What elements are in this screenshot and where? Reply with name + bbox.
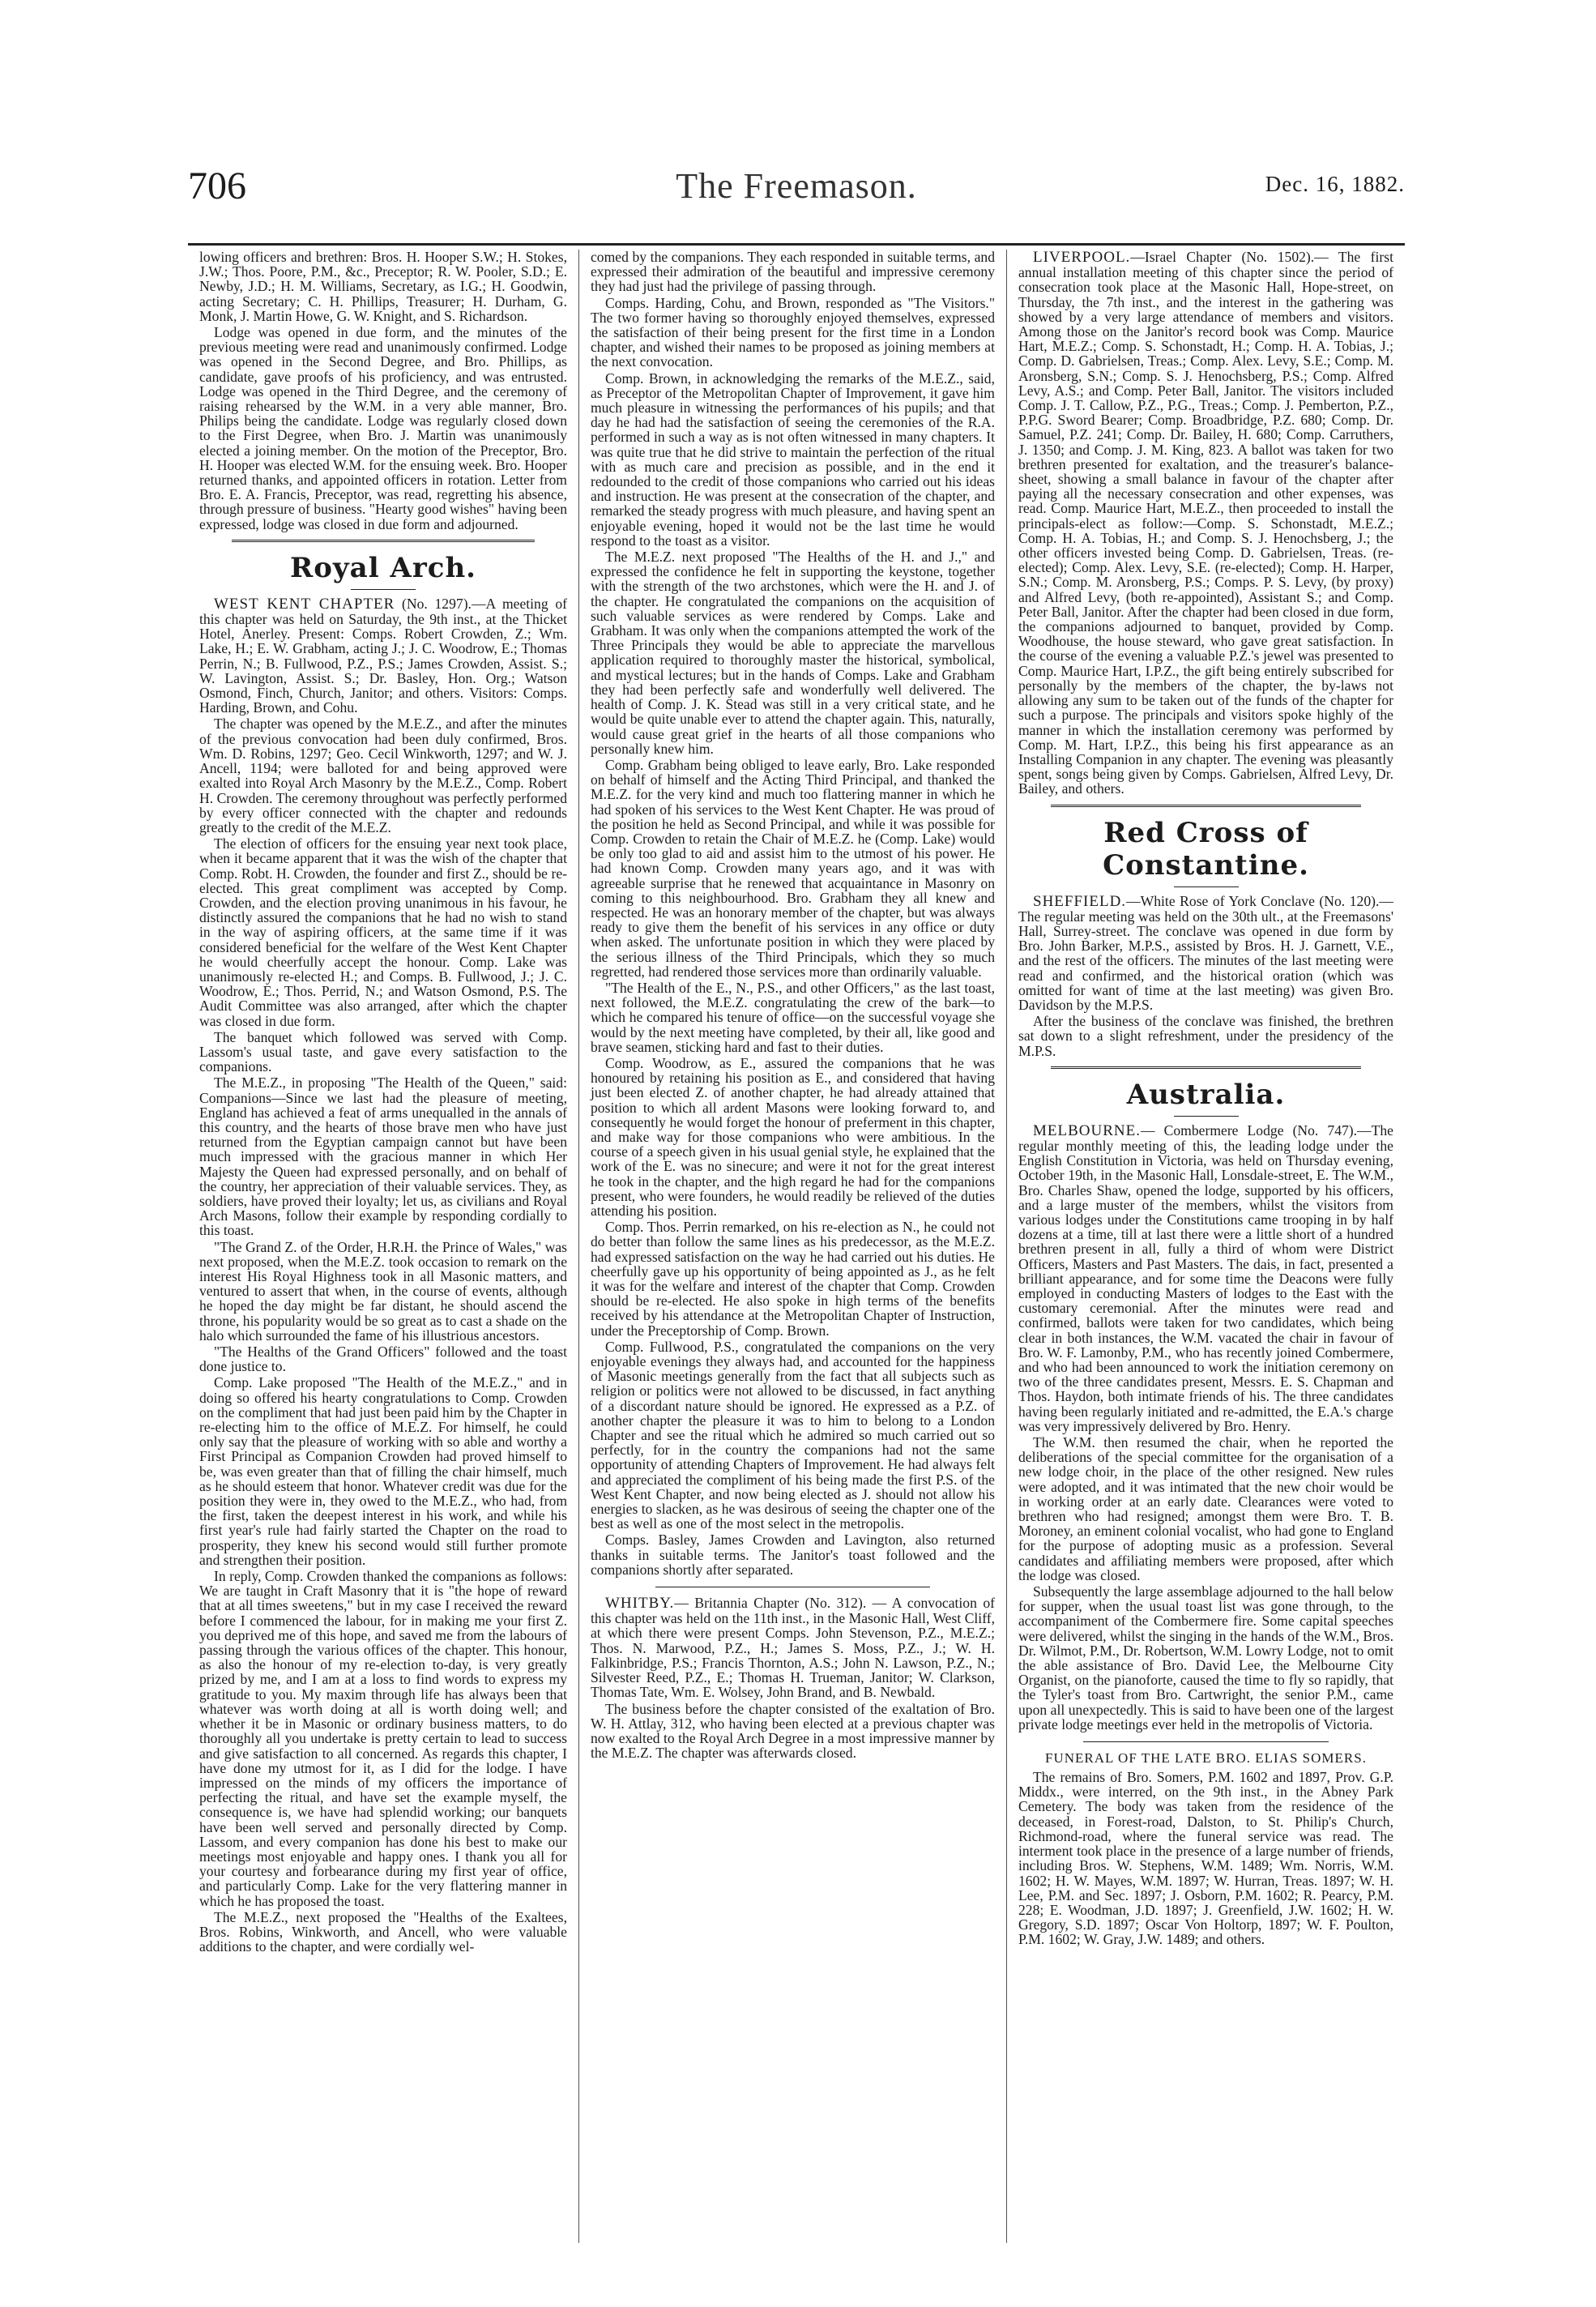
- paragraph: The remains of Bro. Somers, P.M. 1602 and 1897, Prov. G.P. Middx., were interred, on the 9th inst., in the Abney Park Cemetery. The body was taken from the residence of the deceased, in Forest-road, Dalston, to St. Philip's Church, Richmond-road, where the funeral service was read. The interment took place in the presence of a large number of friends, including Bros. W. Stephens, W.M. 1489; Wm. Norris, W.M. 1602; H. W. Mayes, W.M. 1897; W. Hurran, Treas. 1897; W. H. Lee, P.M. and Sec. 1897; J. Osborn, P.M. 1602; R. Pearcy, P.M. 228; E. Woodman, J.D. 1897; J. Greenfield, J.W. 1602; H. W. Gregory, S.D. 1897; Oscar Von Holtorp, 1897; W. F. Poulton, P.M. 1602; W. Gray, J.W. 1489; and others.: [1018, 1769, 1393, 1948]
- paragraph: Comp. Brown, in acknowledging the remarks of the M.E.Z., said, as Preceptor of the Metropolitan Chapter of Improvement, it gave him much pleasure in witnessing the performances of his pupils; and that day he had had the satisfaction of seeing the ceremonies of the R.A. performed in such a way as is not often witnessed in many chapters. It was quite true that he did strive to maintain the perfection of the ritual with as much care and precision as possible, and in the end it redounded to the credit of those companions who carried out his ideas and instruction. He was present at the consecration of the chapter, and remarked the steady progress with much pleasure, and having spent an enjoyable evening, hoped it would not be the last time he would respond to the toast as a visitor.: [591, 370, 995, 549]
- divider: [1174, 886, 1239, 887]
- article-heading: [1018, 894, 1393, 1013]
- obituary-heading: FUNERAL OF THE LATE BRO. ELIAS SOMERS.: [1045, 1750, 1367, 1767]
- article-intro: — Combermere Lodge (No. 747).—The regular monthly meeting of this, the leading lodge under the English Constitution in Victoria, was held on Thursday evening, October 19th, in the Masonic Hall, Lonsdale-street, E. The W.M., Bro. Charles Shaw, opened the lodge, supported by his officers, and a large muster of the members, whilst the visitors from various lodges under the Constitutions came trooping in by half dozens at a time, till at last there were a little short of a hundred brethren present in all, fully a third of whom were District Officers, Masters and Past Masters. The dais, in fact, presented a brilliant appearance, and for some time the Deacons were fully employed in conducting Masters of lodges to the East with the customary ceremonial. After the minutes were read and confirmed, ballots were taken for two candidates, which being clear in both instances, the W.M. vacated the chair in favour of Bro. W. F. Lamonby, P.M., who has recently joined Combermere, and who had been announced to work the initiation ceremony on two of the three candidates present, Messrs. E. S. Chapman and Thos. Haydon, both intimate friends of his. The three candidates having been regularly initiated and re-admitted, the E.A.'s charge was very impressively delivered by Bro. Henry.: [1018, 1121, 1393, 1434]
- masthead: [188, 162, 1405, 214]
- masthead-rule: [188, 243, 1405, 246]
- newspaper-page: [188, 162, 1405, 2237]
- section-rule: [232, 540, 535, 545]
- article-heading: [1018, 1123, 1393, 1433]
- paragraph: The M.E.Z. next proposed "The Healths of the H. and J.," and expressed the confidence he felt in supporting the keystone, together with the strength of the two archstones, which were the H. and J. of the chapter. He congratulated the companions on the acquisition of such valuable services as were rendered by Comps. Lake and Grabham. It was only when the companions attempted the work of the Three Principals they would be able to appreciate the marvellous application required to thoroughly master the historical, symbolical, and mystical lectures; but in the hands of Comps. Lake and Grabham they had been perfectly safe and wonderfully well delivered. The health of Comp. J. K. Stead was still in a very critical state, and he would be quite unable ever to attend the chapter again. This, naturally, would cause great grief in the hearts of all those companions who personally knew him.: [591, 549, 995, 757]
- paragraph: "The Grand Z. of the Order, H.R.H. the Prince of Wales," was next proposed, when the M.E.Z. took occasion to remark on the interest His Royal Highness took in all Masonic matters, and ventured to assert that when, in the course of events, although he hoped the day might be far distant, he should ascend the throne, his popularity would be so great as to cast a shade on the halo which surrounded the fame of his illustrious ancestors.: [199, 1238, 567, 1344]
- article-intro: — Britannia Chapter (No. 312). — A convocation of this chapter was held on the 11th inst., in the Masonic Hall, West Cliff, at which there were present Comps. John Stevenson, P.Z., M.E.Z.; Thos. N. Marwood, P.Z., H.; James S. Moss, P.Z., J.; W. H. Falkinbridge, P.S.; Francis Thornton, A.S.; John N. Lawson, P.Z., N.; Silvester Reed, P.Z., E.; Thomas H. Trueman, Janitor; W. Clarkson, Thomas Tate, Wm. E. Wolsey, John Brand, and B. Newbald.: [591, 1595, 995, 1701]
- paragraph: Lodge was opened in due form, and the minutes of the previous meeting were read and unanimously confirmed. Lodge was opened in the Second Degree, and Bro. Phillips, as candidate, gave proofs of his proficiency, and was entrusted. Lodge was opened in the Third Degree, and the ceremony of raising rehearsed by the W.M. in a very able manner, Bro. Philips being the candidate. Lodge was regularly closed down to the First Degree, when Bro. J. Martin was unanimously elected a joining member. On the motion of the Preceptor, Bro. H. Hooper was elected W.M. for the ensuing week. Bro. Hooper returned thanks, and appointed officers in rotation. Letter from Bro. E. A. Francis, Preceptor, was read, regretting his absence, through pressure of business. "Hearty good wishes" having been expressed, lodge was closed in due form and adjourned.: [199, 324, 567, 532]
- article-heading: [1018, 250, 1393, 797]
- paragraph: The M.E.Z., in proposing "The Health of the Queen," said: Companions—Since we last had the pleasure of meeting, England has achieved a feat of arms unequalled in the annals of this country, and the hearts of those brave men who have just returned from the Egyptian campaign cannot but have been much impressed with the gracious manner in which Her Majesty the Queen had expressed personally, and on behalf of the country, her appreciation of their valuable services. They, as soldiers, have proved their loyalty; let us, as civilians and Royal Arch Masons, follow their example by responding cordially to this toast.: [199, 1074, 567, 1239]
- column-3: [1006, 250, 1405, 2243]
- section-heading: Australia.: [1126, 1078, 1286, 1111]
- article-lead: WEST KENT CHAPTER: [214, 595, 395, 613]
- article-heading: [591, 1596, 995, 1699]
- paragraph: The chapter was opened by the M.E.Z., and after the minutes of the previous convocation had been duly confirmed, Bros. Wm. D. Robins, 1297; Geo. Cecil Winkworth, 1297; and W. J. Ancell, 1194; were balloted for and being approved were exalted into Royal Arch Masonry by the M.E.Z., Comp. Robert H. Crowden. The ceremony throughout was perfectly performed by every officer connected with the chapter and redounds greatly to the credit of the M.E.Z.: [199, 716, 567, 835]
- paragraph: Comp. Woodrow, as E., assured the companions that he was honoured by retaining his position as E., and considered that having just been elected Z. of another chapter, he had already attained that position to which all ardent Masons were looking forward to, and consequently he would forget the honour of preferment in this chapter, and make way for those companions who were ambitious. In the course of a speech given in his usual genial style, he explained that the work of the E. was no sinecure; and were it not for the great interest he took in the chapter, and the high regard he had for the companions present, who were founders, he would readily be relieved of the duties attending his position.: [591, 1054, 995, 1219]
- article-intro: (No. 1297).—A meeting of this chapter was held on Saturday, the 9th inst., at the Thicket Hotel, Anerley. Present: Comps. Robert Crowden, Z.; Wm. Lake, H.; E. W. Grabham, acting J.; J. C. Woodrow, E.; Thomas Perrin, N.; B. Fullwood, P.Z., P.S.; James Crowden, Assist. S.; W. Lavington, Assist. S.; Dr. Basley, Hon. Org.; Watson Osmond, Finch, Church, Janitor; and others. Visitors: Comps. Harding, Brown, and Cohu.: [199, 595, 567, 716]
- paragraph: After the business of the conclave was finished, the brethren sat down to a slight refreshment, under the presidency of the M.P.S.: [1018, 1013, 1393, 1059]
- section-heading: Red Cross of Constantine.: [1103, 816, 1309, 882]
- issue-date: Dec. 16, 1882.: [1265, 172, 1405, 196]
- article-lead: MELBOURNE.: [1033, 1121, 1141, 1139]
- paragraph: Comp. Thos. Perrin remarked, on his re-election as N., he could not do better than follow the same lines as his predecessor, as the M.E.Z. had expressed satisfaction on the way he had carried out his duties. He cheerfully gave up his opportunity of being appointed as J., as he felt it was for the welfare and interest of the chapter that Comp. Crowden should be re-elected. He also spoke in high terms of the benefits received by his attendance at the Metropolitan Chapter of Instruction, under the Preceptorship of Comp. Brown.: [591, 1219, 995, 1339]
- column-2: [578, 250, 1006, 2243]
- paragraph: The W.M. then resumed the chair, when he reported the deliberations of the special committee for the organisation of a new lodge choir, in the place of the other resigned. New rules were adopted, and it was intimated that the new choir would be in working order at an early date. Clearances were voted to brethren who had resigned; amongst them were Bro. T. B. Moroney, an eminent colonial vocalist, who had gone to England for the purpose of adopting music as a profession. Several candidates and affiliating members were proposed, after which the lodge was closed.: [1018, 1434, 1393, 1583]
- paragraph: The election of officers for the ensuing year next took place, when it became apparent that it was the wish of the chapter that Comp. Robt. H. Crowden, the founder and first Z., should be re-elected. This great compliment was accepted by Comp. Crowden, and the election proving unanimous in his favour, he distinctly assured the companions that he had no wish to stand in the way of aspiring officers, at the same time if it was considered beneficial for the welfare of the West Kent Chapter he would cheerfully accept the honour. Comp. Lake was unanimously re-elected H.; and Comps. B. Fullwood, J.; J. C. Woodrow, E.; Thos. Perrid, N.; and Watson Osmond, P.S. The Audit Committee was also arranged, after which the chapter was closed in due form.: [199, 835, 567, 1029]
- section-rule: [1051, 805, 1361, 810]
- article-lead: WHITBY.: [605, 1595, 675, 1613]
- article-heading: [199, 596, 567, 716]
- divider: [1083, 1741, 1329, 1742]
- paragraph: Comp. Lake proposed "The Health of the M.E.Z.," and in doing so offered his hearty congratulations to Comp. Crowden on the compliment that had just been paid him by the Chapter in re-electing him to the office of M.E.Z. For himself, he could only say that the pleasure of working with so able and worthy a First Principal as Companion Crowden had proved himself to be, was even greater than that of filling the chair himself, much as he should esteem that honor. Whatever credit was due for the position they were in, they owed to the M.E.Z., who had, from the first, taken the deepest interest in his work, and while his first year's rule had fairly started the Chapter on the road to prosperity, they knew his second would still further promote and strengthen their position.: [199, 1374, 567, 1568]
- paragraph: In reply, Comp. Crowden thanked the companions as follows: We are taught in Craft Masonry that it is "the hope of reward that at all times sweetens," but in my case I received the reward before I commenced the labour, for in making me your first Z. you deprived me of this hope, and saved me from the labours of passing through the various offices of the chapter. This honour, as also the honour of my re-election to-day, is very greatly prized by me, and I am at a loss to find words to express my gratitude to you. My maxim through life has always been that whatever was worth doing at all is worth doing well; and whether it be in Masonic or ordinary business matters, to do thoroughly all you undertake is pretty certain to lead to success and give satisfaction to all concerned. As regards this chapter, I have done my utmost for it, as I did for the lodge. I have impressed on the minds of my officers the importance of perfecting the ritual, and have set the example myself, the consequence is, we have had splendid working; our banquets have been well served and personally directed by Comp. Lassom, and every companion has done his best to make our meetings most enjoyable and happy ones. I thank you all for your courtesy and forbearance during my first year of office, and particularly Comp. Lake for the very flattering manner in which he has proposed the toast.: [199, 1568, 567, 1909]
- article-lead: LIVERPOOL.: [1033, 250, 1131, 266]
- paragraph: lowing officers and brethren: Bros. H. Hooper S.W.; H. Stokes, J.W.; Thos. Poore, P.M., &c., Preceptor; R. W. Pooler, S.D.; E. Newby, J.D.; H. M. Williams, Secretary, as I.G.; H. Goodwin, acting Secretary; C. H. Phillips, Treasurer; H. Durham, G. Monk, J. Martin Howe, G. W. Knight, and S. Richardson.: [199, 250, 567, 324]
- paragraph: Comps. Harding, Cohu, and Brown, responded as "The Visitors." The two former having so thoroughly enjoyed themselves, expressed the satisfaction of their being present for the first time in a London chapter, and wished their names to be proposed as joining members at the next convocation.: [591, 294, 995, 370]
- columns: [188, 250, 1405, 2243]
- paragraph: Comp. Grabham being obliged to leave early, Bro. Lake responded on behalf of himself and the Acting Third Principal, and thanked the M.E.Z. for the very kind and much too flattering manner in which he had spoken of his services to the West Kent Chapter. He was proud of the position he held as Second Principal, and while it was possible for Comp. Crowden to retain the Chair of M.E.Z. he (Comp. Lake) would be only too glad to aid and assist him to the utmost of his power. He had known Comp. Crowden many years ago, and it was with agreeable surprise that he renewed that acquaintance in Masonry on coming to this neighbourhood. Bro. Grabham they all knew and respected. He was an honorary member of the chapter, but was always ready to give them the benefit of his services in any office or duty when asked. The unfortunate position in which they were placed by the serious illness of the Third Principals, which they so much regretted, had rendered those services more than ordinarily valuable.: [591, 756, 995, 980]
- section-heading: Royal Arch.: [289, 551, 477, 584]
- paragraph: The business before the chapter consisted of the exaltation of Bro. W. H. Attlay, 312, who having been elected at a previous chapter was now exalted to the Royal Arch Degree in a most impressive manner by the M.E.Z. The chapter was afterwards closed.: [591, 1700, 995, 1762]
- paragraph: Subsequently the large assemblage adjourned to the hall below for supper, when the usual toast list was gone through, to the accompaniment of the Combermere fire. Some capital speeches were delivered, whilst the singing in the hands of the W.M., Bros. Dr. Wilmot, P.M., Dr. Robertson, W.M. Lowry Lodge, not to omit the able assistance of Bro. David Lee, the Melbourne City Organist, on the pianoforte, caused the time to fly so rapidly, that the Tyler's toast from Bro. Cartwright, the senior P.M., came upon all unexpectedly. This is said to have been one of the largest private lodge meetings ever held in the metropolis of Victoria.: [1018, 1583, 1393, 1732]
- page-number: 706: [188, 164, 246, 207]
- divider: [351, 589, 416, 590]
- section-rule: [1051, 1066, 1361, 1072]
- paragraph: The M.E.Z., next proposed the "Healths of the Exaltees, Bros. Robins, Winkworth, and Ancell, who were valuable additions to the chapter, and were cordially wel-: [199, 1908, 567, 1955]
- divider: [1174, 1116, 1239, 1117]
- paper-title: The Freemason.: [676, 166, 917, 206]
- paragraph: "The Healths of the Grand Officers" followed and the toast done justice to.: [199, 1344, 567, 1375]
- column-1: [188, 250, 578, 2243]
- paragraph: Comps. Basley, James Crowden and Lavington, also returned thanks in suitable terms. The Janitor's toast followed and the companions shortly after separated.: [591, 1532, 995, 1578]
- paragraph: comed by the companions. They each responded in suitable terms, and expressed their admiration of the beautiful and impressive ceremony they had just had the privilege of passing through.: [591, 250, 995, 295]
- paragraph: Comp. Fullwood, P.S., congratulated the companions on the very enjoyable evenings they always had, and accounted for the happiness of Masonic meetings generally from the fact that all subjects such as religion or politics were not allowed to be discussed, in fact anything of a discordant nature should be ignored. He expressed as a P.Z. of another chapter the pleasure it was to him to belong to a London Chapter and see the ritual which he admired so much carried out so perfectly, for in the country the companions had not the same opportunity of attending Chapters of Improvement. He had always felt and appreciated the compliment of his being made the first P.S. of the West Kent Chapter, and now being elected as J. should not allow his energies to slacken, as he was desirous of seeing the chapter one of the best as well as one of the most select in the metropolis.: [591, 1338, 995, 1532]
- article-intro: —Israel Chapter (No. 1502).— The first annual installation meeting of this chapter since the period of consecration took place at the Masonic Hall, Hope-street, on Thursday, the 7th inst., and the interest in the gathering was showed by a very large attendance of members and visitors. Among those on the Janitor's record book was Comp. Maurice Hart, M.E.Z.; Comp. S. Schonstadt, H.; Comp. H. A. Tobias, J.; Comp. D. Gabrielsen, Treas.; Comp. Alex. Levy, S.E.; Comp. M. Aronsberg, S.N.; Comp. S. J. Henochsberg, P.S.; Comp. Alfred Levy, A.S.; and Comp. Peter Ball, Janitor. The visitors included Comp. J. T. Callow, P.Z., P.G., Treas.; Comp. J. Pemberton, P.Z., P.P.G. Sword Bearer; Comp. Broadbridge, P.Z. 680; Comp. Dr. Samuel, P.Z. 241; Comp. Dr. Bailey, H. 680; Comp. Carruthers, J. 1350; and Comp. J. M. King, 823. A ballot was taken for two brethren presented for exaltation, and the treasurer's balance-sheet, showing a small balance in favour of the chapter after paying all the necessary consecration and other expenses, was read. Comp. Maurice Hart, M.E.Z., then proceeded to install the principals-elect as follow:—Comp. S. Schonstadt, M.E.Z.; Comp. H. A. Tobias, H.; and Comp. S. J. Henochsberg, J.; the other officers invested being Comp. D. Gabrielsen, Treas. (re-elected); Comp. Alex. Levy, S.E. (re-elected); Comp. H. Harper, S.N.; Comp. M. Aronsberg, P.S.; Comps. P. S. Levy, (by proxy) and Alfred Levy, (both re-appointed), Assistant S.; and Comp. Peter Ball, Janitor. After the chapter had been closed in due form, the companions adjourned to banquet, provided by Comp. Woodhouse, the house steward, who gave great satisfaction. In the course of the evening a valuable P.Z.'s jewel was presented to Comp. Maurice Hart, I.P.Z., the gift being entirely subscribed for personally by the members of the chapter, the by-laws not allowing any sum to be taken out of the funds of the chapter for such a purpose. The principals and visitors spoke highly of the manner in which the installation ceremony was performed by Comp. M. Hart, I.P.Z., this being his first appearance as an Installing Companion in any chapter. The evening was pleasantly spent, songs being given by Comps. Gabrielsen, Alfred Levy, Dr. Bailey, and others.: [1018, 250, 1393, 797]
- article-lead: SHEFFIELD.: [1033, 892, 1127, 910]
- article-intro: —White Rose of York Conclave (No. 120).—The regular meeting was held on the 30th ult., at the Freemasons' Hall, Surrey-street. The conclave was opened in due form by Bro. John Barker, M.P.S., assisted by Bros. H. J. Garnett, V.E., and the rest of the officers. The minutes of the last meeting were read and confirmed, and the historical oration (which was omitted for want of time at the last meeting) was given Bro. Davidson by the M.P.S.: [1018, 892, 1393, 1013]
- paragraph: The banquet which followed was served with Comp. Lassom's usual taste, and gave every satisfaction to the companions.: [199, 1028, 567, 1075]
- paragraph: "The Health of the E., N., P.S., and other Officers," as the last toast, next followed, the M.E.Z. congratulating the crew of the bark—to which he compared his tenure of office—on the successful voyage she would by the next meeting have completed, by their all, like good and brave seamen, sticking hard and fast to their duties.: [591, 979, 995, 1055]
